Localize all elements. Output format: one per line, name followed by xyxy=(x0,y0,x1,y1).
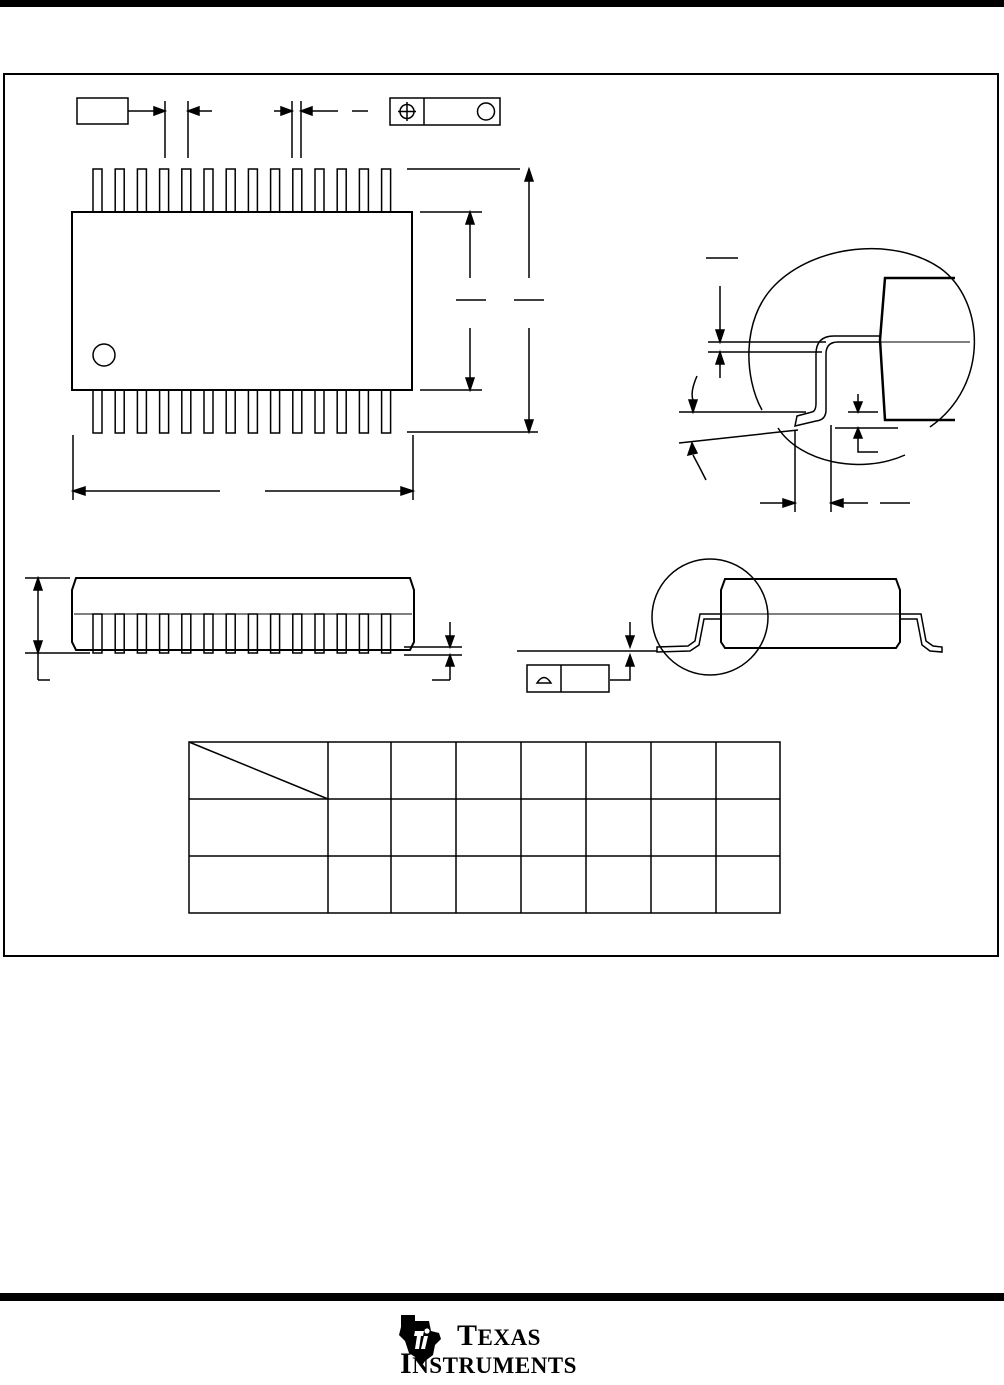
lead-width-arrow-right xyxy=(301,107,312,115)
bottom-lead xyxy=(248,390,257,433)
top-lead xyxy=(137,169,146,212)
bottom-lead xyxy=(271,390,280,433)
span-arrow-up xyxy=(525,169,533,181)
top-lead xyxy=(337,169,346,212)
dimension-table xyxy=(189,742,780,913)
span-arrow-down xyxy=(525,420,533,432)
top-lead xyxy=(115,169,124,212)
foot-arrow-left xyxy=(783,499,795,507)
top-lead xyxy=(271,169,280,212)
side-lead xyxy=(382,614,391,653)
top-lead xyxy=(293,169,302,212)
seating-arrow-up xyxy=(446,655,454,666)
top-lead xyxy=(248,169,257,212)
pitch-arrow-left xyxy=(154,107,165,115)
top-lead xyxy=(315,169,324,212)
side-lead xyxy=(226,614,235,653)
ti-logo xyxy=(395,1309,610,1383)
bottom-lead xyxy=(93,390,102,433)
height-arrow-up xyxy=(34,578,42,590)
body-width-arrow-down xyxy=(466,378,474,390)
standoff-arrow-up xyxy=(854,428,862,438)
angle-arrow-bottom xyxy=(688,443,697,455)
seating-arrow-down xyxy=(446,636,454,647)
side-lead xyxy=(293,614,302,653)
bottom-lead xyxy=(160,390,169,433)
standoff-arrow-down xyxy=(854,402,862,412)
top-lead xyxy=(382,169,391,212)
side-lead xyxy=(359,614,368,653)
bottom-lead xyxy=(137,390,146,433)
angle-arrow-top xyxy=(689,400,697,412)
flatness-arrow-up xyxy=(626,655,634,666)
bottom-lead-row xyxy=(93,390,391,433)
lead-width-arrow-left xyxy=(281,107,292,115)
flatness-icon xyxy=(527,665,609,692)
detail-arrow-down xyxy=(716,330,724,342)
top-lead xyxy=(160,169,169,212)
foot-arrow-right xyxy=(831,499,843,507)
top-lead xyxy=(204,169,213,212)
package-body-top-view xyxy=(72,212,412,390)
length-arrow-right xyxy=(401,487,413,495)
pitch-arrow-right xyxy=(188,107,199,115)
side-lead xyxy=(204,614,213,653)
end-view-lead-right xyxy=(900,614,942,652)
side-lead xyxy=(271,614,280,653)
top-lead xyxy=(93,169,102,212)
pitch-label-box xyxy=(77,98,128,124)
bottom-lead xyxy=(182,390,191,433)
bottom-lead xyxy=(337,390,346,433)
side-lead xyxy=(315,614,324,653)
logo-word-instruments: INSTRUMENTS xyxy=(400,1347,577,1380)
bottom-lead xyxy=(359,390,368,433)
bottom-lead xyxy=(293,390,302,433)
top-lead xyxy=(182,169,191,212)
body-width-arrow-up xyxy=(466,212,474,224)
height-arrow-down xyxy=(34,641,42,653)
top-lead xyxy=(226,169,235,212)
bottom-lead xyxy=(204,390,213,433)
top-lead xyxy=(359,169,368,212)
pin1-dot-icon xyxy=(93,344,115,366)
side-lead xyxy=(160,614,169,653)
top-lead-row xyxy=(93,169,391,212)
logo-word-texas: TEXAS xyxy=(457,1319,541,1352)
position-tolerance-icon xyxy=(390,98,500,125)
side-lead xyxy=(93,614,102,653)
detail-arrow-up xyxy=(716,352,724,364)
flatness-arrow-down xyxy=(626,636,634,647)
detail-circle xyxy=(749,249,975,427)
side-lead xyxy=(115,614,124,653)
side-lead xyxy=(337,614,346,653)
end-view-lead-left xyxy=(657,614,721,652)
bottom-lead xyxy=(315,390,324,433)
side-lead xyxy=(248,614,257,653)
side-lead-row xyxy=(93,614,391,653)
side-lead xyxy=(182,614,191,653)
bottom-lead xyxy=(115,390,124,433)
end-view-detail-circle xyxy=(652,559,768,675)
detail-body-profile xyxy=(880,278,955,420)
bottom-lead xyxy=(382,390,391,433)
side-lead xyxy=(137,614,146,653)
bottom-lead xyxy=(226,390,235,433)
length-arrow-left xyxy=(73,487,85,495)
bottom-rule xyxy=(0,1293,1004,1301)
